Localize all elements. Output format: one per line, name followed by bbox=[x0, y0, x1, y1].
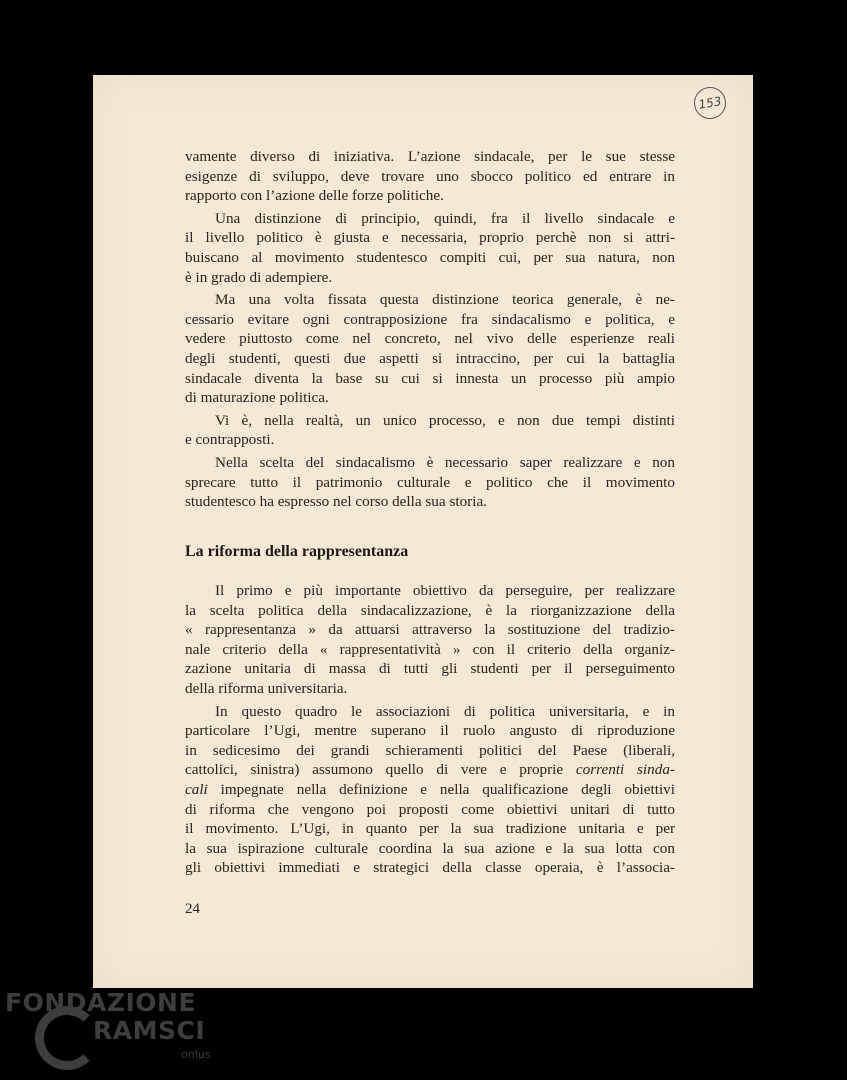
section-heading: La riforma della rappresentanza bbox=[185, 543, 409, 560]
foundation-logo bbox=[5, 988, 210, 1078]
text-line: vedere piuttosto come nel concreto, nel vivo delle esperienze reali bbox=[185, 330, 675, 348]
body-text-bottom bbox=[185, 581, 675, 878]
logo-line2: RAMSCI bbox=[93, 1016, 206, 1045]
text-line: è in grado di adempiere. bbox=[185, 268, 333, 286]
text-line: particolare l’Ugi, mentre superano il ruolo angusto di riproduzione bbox=[185, 722, 675, 740]
text-line: gli obiettivi immediati e strategici della classe operaia, è l’associa- bbox=[185, 859, 675, 877]
text-run: cattolici, sinistra) assumono quello di vere e proprie bbox=[185, 761, 576, 779]
text-line: vamente diverso di iniziativa. L’azione sindacale, per le sue stesse bbox=[185, 148, 675, 165]
text-line: cessario evitare ogni contrapposizione fra sindacalismo e politica, e bbox=[185, 310, 675, 328]
text-line: Una distinzione di principio, quindi, fra il livello sindacale e bbox=[215, 209, 675, 227]
text-line bbox=[185, 760, 675, 780]
text-line: sindacale diventa la base su cui si innesta un processo più ampio bbox=[185, 369, 675, 387]
text-line: di riforma che vengono poi proposti come obiettivi unitari di tutto bbox=[185, 800, 675, 818]
text-line: e contrapposti. bbox=[185, 431, 275, 449]
italic-term: correnti sinda- bbox=[575, 761, 675, 779]
text-line: zazione unitaria di massa di tutti gli studenti per il perseguimento bbox=[185, 660, 675, 678]
text-line: In questo quadro le associazioni di politica universitaria, e in bbox=[215, 702, 675, 720]
text-line: della riforma universitaria. bbox=[185, 679, 348, 697]
text-line: « rappresentanza » da attuarsi attraverso la sostituzione del tradizio- bbox=[185, 621, 675, 639]
text-line: studentesco ha espresso nel corso della sua storia. bbox=[185, 493, 487, 511]
archive-stamp: 153 bbox=[691, 84, 728, 121]
text-line: Nella scelta del sindacalismo è necessario saper realizzare e non bbox=[215, 453, 675, 471]
text-line: esigenze di sviluppo, deve trovare uno sbocco politico ed entrare in bbox=[185, 167, 675, 185]
text-line: Vi è, nella realtà, un unico processo, e non due tempi distinti bbox=[215, 411, 675, 429]
text-line: sprecare tutto il patrimonio culturale e politico che il movimento bbox=[185, 473, 675, 491]
text-line: di maturazione politica. bbox=[185, 389, 329, 407]
text-run: impegnate nella definizione e nella qualificazione degli obiettivi bbox=[207, 780, 675, 798]
text-line: il livello politico è giusta e necessaria, proprio perchè non si attri- bbox=[185, 229, 675, 247]
text-line: Il primo e più importante obiettivo da perseguire, per realizzare bbox=[215, 582, 675, 599]
logo-line1: FONDAZIONE bbox=[5, 988, 197, 1017]
text-line: degli studenti, questi due aspetti si intraccino, per cui la battaglia bbox=[185, 349, 675, 367]
logo-line3: onlus bbox=[181, 1048, 211, 1061]
text-line: il movimento. L’Ugi, in quanto per la sua tradizione unitaria e per bbox=[185, 820, 675, 838]
italic-term: cali bbox=[185, 780, 208, 798]
body-text-top bbox=[185, 147, 675, 512]
text-line: Ma una volta fissata questa distinzione teorica generale, è ne- bbox=[215, 291, 675, 309]
text-line: la scelta politica della sindacalizzazione, è la riorganizzazione della bbox=[185, 601, 675, 619]
logo-g-icon bbox=[35, 1006, 99, 1070]
text-line: nale criterio della « rappresentatività » con il criterio della organiz- bbox=[185, 640, 675, 658]
text-line: rapporto con l’azione delle forze politiche. bbox=[185, 187, 444, 205]
text-line: in sedicesimo dei grandi schieramenti politici del Paese (liberali, bbox=[185, 741, 675, 759]
document-page bbox=[93, 75, 753, 988]
text-line: la sua ispirazione culturale coordina la sua azione e la sua lotta con bbox=[185, 839, 675, 857]
text-line bbox=[185, 780, 675, 800]
page-number: 24 bbox=[185, 901, 200, 917]
text-line: buiscano al movimento studentesco compiti cui, per sua natura, non bbox=[185, 248, 675, 266]
